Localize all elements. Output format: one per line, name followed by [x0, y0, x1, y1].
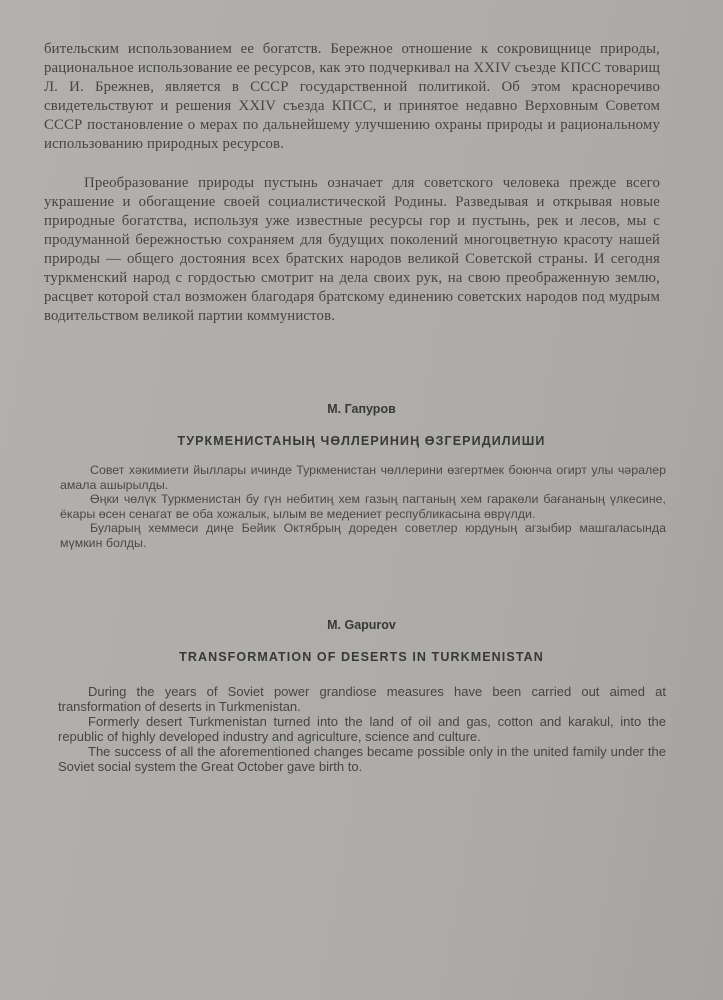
turkmen-abstract-paragraph-2: Өңки чөлүк Туркменистан бу гүн небитиң хем газың пагтаның хем гаракөли бағананың үлкесине, ёкары өсен сенагат ве оба хожалык, ылым ве медениет республикасына өврүлди. [60, 492, 666, 521]
russian-paragraph-2: Преобразование природы пустынь означает для советского человека прежде всего украшение и обогащение своей социалистической Родины. Разведывая и открывая новые природные богатства, используя уже известные ресурсы гор и пустынь, рек и лесов, мы с продуманной бережностью сохраняем для будущих поколений многоцветную красоту нашей природы — общего достояния всех братских народов великой Советской страны. И сегодня туркменский народ с гордостью смотрит на дела своих рук, на свою преображенную землю, расцвет которой стал возможен благодаря братскому единению советских народов под мудрым водительством великой партии коммунистов. [44, 175, 660, 324]
english-author: M. Gapurov [327, 618, 396, 632]
turkmen-abstract-paragraph-1: Совет хәкимиети йыллары ичинде Туркменистан чөллерини өзгертмек боюнча огирт улы чәралер амала ашырылды. [60, 463, 666, 492]
english-abstract-paragraph-1: During the years of Soviet power grandiose measures have been carried out aimed at transformation of deserts in Turkmenistan. [58, 684, 666, 714]
english-abstract-paragraph-3: The success of all the aforementioned changes became possible only in the united family under the Soviet social system the Great October gave birth to. [58, 744, 666, 774]
turkmen-author: М. Гапуров [327, 402, 396, 416]
turkmen-abstract-paragraph-3: Буларың хеммеси диңе Бейик Октябрың дореден советлер юрдуның агзыбир машгаласында мүмкин болды. [60, 521, 666, 550]
english-abstract-paragraph-2: Formerly desert Turkmenistan turned into the land of oil and gas, cotton and karakul, into the republic of highly developed industry and agriculture, science and culture. [58, 714, 666, 744]
english-abstract [58, 684, 666, 774]
english-title: TRANSFORMATION OF DESERTS IN TURKMENISTAN [179, 650, 544, 664]
turkmen-title: ТУРКМЕНИСТАНЫҢ ЧӨЛЛЕРИНИҢ ӨЗГЕРИДИЛИШИ [177, 434, 546, 448]
turkmen-abstract [60, 463, 666, 550]
russian-paragraph-1: бительским использованием ее богатств. Бережное отношение к сокровищнице природы, рациональное использование ее ресурсов, как это подчеркивал на XXIV съезде КПСС товарищ Л. И. Брежнев, является в СССР государственной политикой. Об этом красноречиво свидетельствуют и решения XXIV съезда КПСС, и принятое недавно Верховным Советом СССР постановление о мерах по дальнейшему улучшению охраны природы и рациональному использованию природных ресурсов. [44, 41, 660, 152]
